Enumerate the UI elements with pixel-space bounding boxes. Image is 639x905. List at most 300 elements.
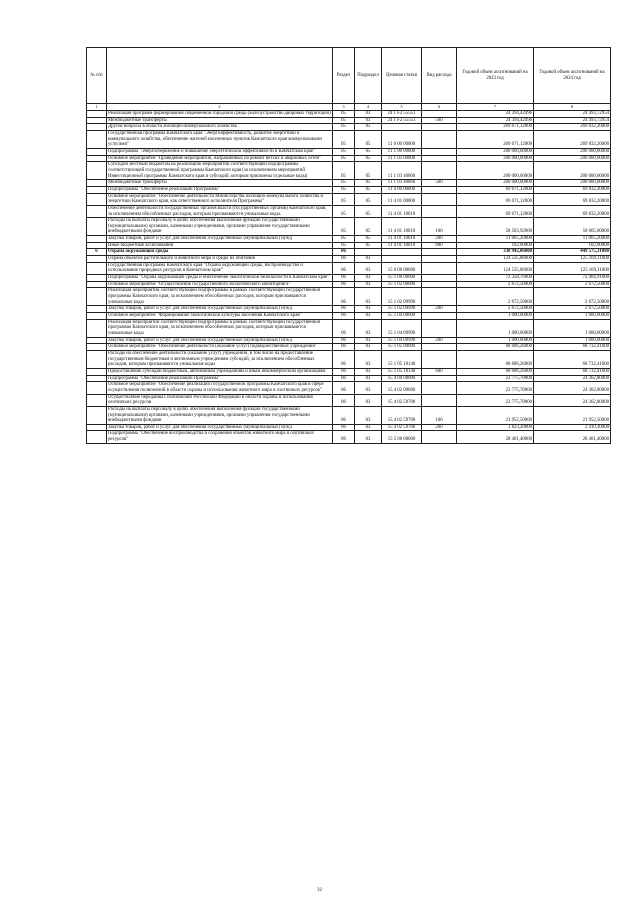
column-number: 2 xyxy=(107,104,333,111)
row-name: Реализация мероприятий соответствующей подпрограммы в рамках соответствующей государственной программы Камчатского края, за исключением обособленных расходов, которым присваиваются уникальные коды xyxy=(107,319,333,337)
table-row xyxy=(87,344,611,351)
row-number xyxy=(87,262,107,274)
row-number: 6 xyxy=(87,249,107,256)
row-podrazdel: 03 xyxy=(355,344,382,351)
row-number xyxy=(87,117,107,124)
row-amount-2023: 28 401,40000 xyxy=(457,431,534,443)
row-razdel: 06 xyxy=(333,406,355,424)
row-target-article: 15 1 00 00000 xyxy=(382,275,422,282)
row-podrazdel: 03 xyxy=(355,375,382,382)
row-target-article: 15 4 02 59700 xyxy=(382,394,422,406)
row-amount-2023: 72 358,76000 xyxy=(457,275,534,282)
row-razdel: 06 xyxy=(333,368,355,375)
row-razdel: 06 xyxy=(333,281,355,288)
row-number xyxy=(87,256,107,263)
table-row xyxy=(87,256,611,263)
table-row xyxy=(87,382,611,394)
table-row xyxy=(87,368,611,375)
row-amount-2024: 1 000,00000 xyxy=(534,337,611,344)
row-amount-2023: 102,00000 xyxy=(457,242,534,249)
row-number xyxy=(87,180,107,187)
row-target-article: 15 4 02 59700 xyxy=(382,406,422,424)
row-razdel: 05 xyxy=(333,130,355,148)
row-target-article: 11 4 00 00000 xyxy=(382,186,422,193)
row-razdel: 06 xyxy=(333,275,355,282)
row-name: Закупка товаров, работ и услуг для обеспечения государственных (муниципальных) нужд xyxy=(107,337,333,344)
row-target-article: 11 4 01 00000 xyxy=(382,193,422,205)
row-target-article: 15 0 00 00000 xyxy=(382,262,422,274)
row-amount-2024: 2 672,50000 xyxy=(534,306,611,313)
row-podrazdel: 03 xyxy=(355,256,382,263)
row-amount-2023: 2 672,50000 xyxy=(457,288,534,306)
row-podrazdel: 05 xyxy=(355,193,382,205)
row-podrazdel: 03 xyxy=(355,368,382,375)
row-razdel: 06 xyxy=(333,319,355,337)
row-podrazdel: 03 xyxy=(355,275,382,282)
row-number xyxy=(87,148,107,155)
row-amount-2023: 200 000,00000 xyxy=(457,148,534,155)
row-target-article: 11 1 03 40060 xyxy=(382,162,422,180)
row-podrazdel: 03 xyxy=(355,313,382,320)
row-podrazdel: 05 xyxy=(355,162,382,180)
row-podrazdel: 05 xyxy=(355,155,382,162)
table-row xyxy=(87,186,611,193)
row-number xyxy=(87,368,107,375)
table-row xyxy=(87,205,611,217)
table-row xyxy=(87,124,611,131)
row-number xyxy=(87,382,107,394)
table-row xyxy=(87,193,611,205)
row-amount-2023: 23 775,70000 xyxy=(457,394,534,406)
row-number xyxy=(87,193,107,205)
row-target-article: 15 4 02 00000 xyxy=(382,382,422,394)
row-target-article: 15 1 04 09990 xyxy=(382,319,422,337)
row-amount-2024: 28 401,40000 xyxy=(534,431,611,443)
row-razdel: 05 xyxy=(333,218,355,236)
row-expense-type: 600 xyxy=(422,368,457,375)
row-amount-2024: 24 362,80000 xyxy=(534,375,611,382)
row-amount-2023: 269 671,12000 xyxy=(457,124,534,131)
table-row xyxy=(87,394,611,406)
row-expense-type xyxy=(422,130,457,148)
row-number xyxy=(87,162,107,180)
table-row xyxy=(87,180,611,187)
row-amount-2024: 1 000,00000 xyxy=(534,313,611,320)
row-target-article: 11 4 01 10010 xyxy=(382,205,422,217)
table-row xyxy=(87,406,611,424)
row-amount-2023: 69 671,12000 xyxy=(457,205,534,217)
row-name: Расходы на обеспечение деятельности (оказание услуг) учреждений, в том числе на предоставление государственным бюджетным и автономным учреждениям субсидий, за исключением обособленных расходов, которым присваиваются уникальные коды xyxy=(107,350,333,368)
row-number xyxy=(87,111,107,118)
row-amount-2024: 200 000,00000 xyxy=(534,162,611,180)
row-amount-2023: 2 672,50000 xyxy=(457,306,534,313)
row-target-article: 15 1 05 10140 xyxy=(382,350,422,368)
row-amount-2024: 68 732,41000 xyxy=(534,368,611,375)
row-razdel: 06 xyxy=(333,382,355,394)
row-target-article: 11 1 03 00000 xyxy=(382,155,422,162)
row-expense-type: 100 xyxy=(422,406,457,424)
row-podrazdel: 05 xyxy=(355,148,382,155)
row-amount-2024: 269 832,20000 xyxy=(534,124,611,131)
row-number xyxy=(87,288,107,306)
row-target-article: 24 1 F2 55551 xyxy=(382,111,422,118)
row-amount-2024: 200 000,00000 xyxy=(534,155,611,162)
row-target-article: 11 0 00 00000 xyxy=(382,130,422,148)
row-amount-2024: 11 065,20000 xyxy=(534,236,611,243)
table-row xyxy=(87,249,611,256)
row-amount-2024: 58 665,00000 xyxy=(534,218,611,236)
row-podrazdel: 03 xyxy=(355,319,382,337)
row-razdel: 06 xyxy=(333,249,355,256)
row-number xyxy=(87,319,107,337)
header-target: Целевая статья xyxy=(382,48,422,104)
row-podrazdel: 03 xyxy=(355,382,382,394)
row-expense-type xyxy=(422,148,457,155)
row-name: Основное мероприятие "Обеспечение деятельности Министерства жилищно-коммунального хозяйства и энергетики Камчатского края, как ответственного исполнителя Программы" xyxy=(107,193,333,205)
row-name: Подпрограмма "Охрана окружающей среды и обеспечение экологической безопасности в Камчатском крае" xyxy=(107,275,333,282)
row-amount-2023: 23 775,70000 xyxy=(457,375,534,382)
row-number xyxy=(87,375,107,382)
row-amount-2023: 68 686,26000 xyxy=(457,344,534,351)
row-podrazdel: 05 xyxy=(355,130,382,148)
row-number xyxy=(87,281,107,288)
table-row xyxy=(87,288,611,306)
row-amount-2024: 200 000,00000 xyxy=(534,148,611,155)
row-number xyxy=(87,313,107,320)
row-razdel: 06 xyxy=(333,313,355,320)
row-name: Межбюджетные трансферты xyxy=(107,180,333,187)
row-name: Охрана окружающей среды xyxy=(107,249,333,256)
row-podrazdel: 05 xyxy=(355,236,382,243)
row-expense-type xyxy=(422,186,457,193)
column-number: 6 xyxy=(422,104,457,111)
row-podrazdel: 03 xyxy=(355,262,382,274)
row-amount-2023: 1 000,00000 xyxy=(457,313,534,320)
column-number: 7 xyxy=(457,104,534,111)
row-target-article: 11 1 00 00000 xyxy=(382,148,422,155)
row-expense-type xyxy=(422,319,457,337)
row-amount-2023: 24 394,42496 xyxy=(457,117,534,124)
row-number xyxy=(87,275,107,282)
row-expense-type xyxy=(422,431,457,443)
row-razdel: 06 xyxy=(333,375,355,382)
row-name: Подпрограмма "Обеспечение реализации Программы" xyxy=(107,186,333,193)
row-amount-2024: 2 672,50000 xyxy=(534,281,611,288)
column-number: 5 xyxy=(382,104,422,111)
table-row xyxy=(87,337,611,344)
row-razdel: 06 xyxy=(333,256,355,263)
table-row xyxy=(87,262,611,274)
table-row xyxy=(87,375,611,382)
row-amount-2024: 69 832,20000 xyxy=(534,186,611,193)
row-amount-2023: 69 671,12000 xyxy=(457,186,534,193)
row-target-article: 11 4 01 10010 xyxy=(382,218,422,236)
table-row xyxy=(87,111,611,118)
row-razdel: 05 xyxy=(333,186,355,193)
row-amount-2023: 21 952,50000 xyxy=(457,406,534,424)
row-expense-type xyxy=(422,193,457,205)
row-number xyxy=(87,205,107,217)
table-row xyxy=(87,313,611,320)
row-amount-2024: 24 493,72954 xyxy=(534,111,611,118)
row-expense-type: 800 xyxy=(422,242,457,249)
row-amount-2023: 23 775,70000 xyxy=(457,382,534,394)
row-amount-2023: 68 686,26000 xyxy=(457,350,534,368)
row-expense-type xyxy=(422,256,457,263)
row-number xyxy=(87,344,107,351)
row-podrazdel: 03 xyxy=(355,350,382,368)
row-expense-type xyxy=(422,162,457,180)
row-number xyxy=(87,218,107,236)
row-podrazdel: 03 xyxy=(355,117,382,124)
row-amount-2024: 125 169,11000 xyxy=(534,262,611,274)
row-target-article: 15 1 04 09990 xyxy=(382,337,422,344)
row-number xyxy=(87,337,107,344)
row-amount-2024: 449 575,31000 xyxy=(534,249,611,256)
table-row xyxy=(87,218,611,236)
row-target-article: 15 5 00 00000 xyxy=(382,431,422,443)
row-amount-2024: 2 410,30000 xyxy=(534,424,611,431)
row-razdel: 06 xyxy=(333,424,355,431)
row-expense-type xyxy=(422,281,457,288)
row-target-article xyxy=(382,124,422,131)
row-amount-2023: 2 672,50000 xyxy=(457,281,534,288)
row-razdel: 05 xyxy=(333,111,355,118)
row-podrazdel: 03 xyxy=(355,406,382,424)
row-amount-2024: 24 493,72954 xyxy=(534,117,611,124)
row-number xyxy=(87,124,107,131)
row-expense-type: 200 xyxy=(422,236,457,243)
row-number xyxy=(87,424,107,431)
row-amount-2024: 72 404,91000 xyxy=(534,275,611,282)
row-razdel: 06 xyxy=(333,337,355,344)
row-podrazdel: 05 xyxy=(355,180,382,187)
row-amount-2024: 125 169,11000 xyxy=(534,256,611,263)
row-podrazdel: 05 xyxy=(355,124,382,131)
row-amount-2024: 69 832,20000 xyxy=(534,193,611,205)
column-number-row xyxy=(87,104,611,111)
header-razdel: Раздел xyxy=(333,48,355,104)
row-razdel: 06 xyxy=(333,344,355,351)
row-number xyxy=(87,431,107,443)
row-name: Реализация мероприятий соответствующей подпрограммы в рамках соответствующей государственной программы Камчатского края, за исключением обособленных расходов, которым присваиваются уникальные коды xyxy=(107,288,333,306)
row-name: Государственная программа Камчатского края "Энергоэффективность, развитие энергетики и коммунального хозяйства, обеспечение жителей населенных пунктов Камчатского края коммунальными услугами" xyxy=(107,130,333,148)
row-number xyxy=(87,394,107,406)
row-name: Государственная программа Камчатского края "Охрана окружающей среды, воспроизводство и использование природных ресурсов в Камчатском крае" xyxy=(107,262,333,274)
row-razdel: 06 xyxy=(333,306,355,313)
row-expense-type: 500 xyxy=(422,117,457,124)
row-podrazdel: 05 xyxy=(355,218,382,236)
row-target-article: 11 4 01 10010 xyxy=(382,236,422,243)
row-number xyxy=(87,350,107,368)
row-expense-type xyxy=(422,350,457,368)
row-expense-type xyxy=(422,394,457,406)
row-name: Субсидии местным бюджетам на реализацию мероприятий соответствующей подпрограммы соответствующей государственной программы Камчатского края (за исключением мероприятий Инвестиционной программы Камчатского края и субсидий, которым присвоены отдельные коды) xyxy=(107,162,333,180)
row-podrazdel: 03 xyxy=(355,288,382,306)
row-target-article: 15 1 02 09990 xyxy=(382,306,422,313)
row-expense-type xyxy=(422,288,457,306)
row-expense-type xyxy=(422,111,457,118)
table-row xyxy=(87,236,611,243)
row-target-article: 24 1 F2 55551 xyxy=(382,117,422,124)
row-number xyxy=(87,130,107,148)
row-amount-2023: 200 000,00000 xyxy=(457,180,534,187)
header-2023: Годовой объем ассигнований на 2023 год xyxy=(457,48,534,104)
row-number xyxy=(87,242,107,249)
row-amount-2023: 200 000,00000 xyxy=(457,162,534,180)
table-row xyxy=(87,424,611,431)
row-name: Основное мероприятие "Проведение мероприятий, направленных на ремонт ветхих и аварийных сетей" xyxy=(107,155,333,162)
row-razdel: 05 xyxy=(333,155,355,162)
row-razdel: 06 xyxy=(333,288,355,306)
row-amount-2024: 1 000,00000 xyxy=(534,319,611,337)
row-name: Подпрограмма "Обеспечение воспроизводства и сохранения объектов животного мира и охотничьих ресурсов" xyxy=(107,431,333,443)
row-target-article: 11 4 01 10010 xyxy=(382,242,422,249)
column-number: 4 xyxy=(355,104,382,111)
row-target-article: 15 1 05 00000 xyxy=(382,344,422,351)
row-expense-type: 200 xyxy=(422,424,457,431)
row-expense-type: 200 xyxy=(422,306,457,313)
table-row xyxy=(87,281,611,288)
header-2024: Годовой объем ассигнований на 2024 год xyxy=(534,48,611,104)
row-razdel: 05 xyxy=(333,242,355,249)
table-row xyxy=(87,275,611,282)
row-amount-2024: 69 832,20000 xyxy=(534,205,611,217)
row-name: Реализация программ формирования современной городской среды (Благоустройство дворовых территорий) xyxy=(108,111,331,116)
row-name: Расходы на выплаты персоналу в целях обеспечения выполнения функций государственными (муниципальными) органами, казенными учреждениями, органами управления государственными внебюджетными фондами xyxy=(107,406,333,424)
table-row xyxy=(87,155,611,162)
row-amount-2023: 200 000,00000 xyxy=(457,155,534,162)
column-number: 3 xyxy=(333,104,355,111)
row-razdel: 05 xyxy=(333,205,355,217)
table-body xyxy=(87,111,611,444)
row-podrazdel: 03 xyxy=(355,111,382,118)
column-number: 1 xyxy=(87,104,107,111)
row-razdel: 06 xyxy=(333,350,355,368)
row-expense-type: 200 xyxy=(422,337,457,344)
row-razdel: 06 xyxy=(333,262,355,274)
row-amount-2024: 24 362,80000 xyxy=(534,394,611,406)
table-row xyxy=(87,242,611,249)
row-target-article: 15 1 05 10140 xyxy=(382,368,422,375)
row-expense-type: 100 xyxy=(422,218,457,236)
table-row xyxy=(87,350,611,368)
row-amount-2024: 68 732,41000 xyxy=(534,344,611,351)
row-amount-2024: 269 832,20000 xyxy=(534,130,611,148)
row-name: Основное мероприятие "Обеспечение деятельности (оказание услуг) подведомственных учреждений" xyxy=(107,344,333,351)
table-row xyxy=(87,306,611,313)
row-podrazdel: 03 xyxy=(355,281,382,288)
row-number xyxy=(87,406,107,424)
row-amount-2023: 338 942,06000 xyxy=(457,249,534,256)
table-row xyxy=(87,319,611,337)
row-amount-2023: 124 535,86000 xyxy=(457,256,534,263)
header-vid: Вид расхода xyxy=(422,48,457,104)
row-name: Осуществление переданных полномочий Российской Федерации в области охраны и использования охотничьих ресурсов xyxy=(107,394,333,406)
row-razdel: 05 xyxy=(333,148,355,155)
row-expense-type xyxy=(422,205,457,217)
row-name: Закупка товаров, работ и услуг для обеспечения государственных (муниципальных) нужд xyxy=(107,306,333,313)
row-target-article: 15 1 02 00000 xyxy=(382,281,422,288)
row-target-article: 15 4 00 00000 xyxy=(382,375,422,382)
row-amount-2024: 21 952,50000 xyxy=(534,406,611,424)
row-podrazdel: 03 xyxy=(355,306,382,313)
row-podrazdel: 03 xyxy=(355,337,382,344)
row-amount-2024: 102,00000 xyxy=(534,242,611,249)
row-target-article: 11 1 03 40060 xyxy=(382,180,422,187)
row-amount-2023: 124 535,86000 xyxy=(457,262,534,274)
row-name: Основное мероприятие "Формирование экологической культуры населения Камчатского края" xyxy=(107,313,333,320)
row-name: Охрана объектов растительного и животного мира и среды их обитания xyxy=(107,256,333,263)
row-name: Расходы на выплаты персоналу в целях обеспечения выполнения функций государственными (муниципальными) органами, казенными учреждениями, органами управления государственными внебюджетными фондами xyxy=(107,218,333,236)
row-name: Предоставление субсидий бюджетным, автономным учреждениям и иным некоммерческим организациям xyxy=(107,368,333,375)
row-name: Другие вопросы в области жилищно-коммунального хозяйства xyxy=(107,124,333,131)
row-podrazdel xyxy=(355,249,382,256)
row-name: Подпрограмма "Обеспечение реализации Программы" xyxy=(107,375,333,382)
row-razdel: 05 xyxy=(333,180,355,187)
row-name: Межбюджетные трансферты xyxy=(107,117,333,124)
row-expense-type xyxy=(422,375,457,382)
row-amount-2023: 68 686,26000 xyxy=(457,368,534,375)
row-amount-2024: 68 732,41000 xyxy=(534,350,611,368)
row-podrazdel: 03 xyxy=(355,394,382,406)
row-expense-type xyxy=(422,344,457,351)
row-podrazdel: 03 xyxy=(355,431,382,443)
row-expense-type xyxy=(422,313,457,320)
table-row xyxy=(87,117,611,124)
row-number xyxy=(87,155,107,162)
header-no: № п/п xyxy=(87,48,107,104)
row-amount-2023: 58 503,92000 xyxy=(457,218,534,236)
row-name: Закупка товаров, работ и услуг для обеспечения государственных (муниципальных) нужд xyxy=(107,424,333,431)
row-amount-2023: 1 823,20000 xyxy=(457,424,534,431)
row-podrazdel: 05 xyxy=(355,242,382,249)
header-name xyxy=(107,48,333,104)
row-razdel: 05 xyxy=(333,124,355,131)
row-amount-2023: 1 000,00000 xyxy=(457,337,534,344)
row-expense-type xyxy=(422,382,457,394)
row-name: Иные бюджетные ассигнования xyxy=(107,242,333,249)
row-name: Основное мероприятие "Обеспечение реализации государственной программы Камчатского края в сфере осуществления полномочий в области охраны и использования животного мира и охотничьих ресурсов" xyxy=(107,382,333,394)
row-razdel: 05 xyxy=(333,193,355,205)
row-number xyxy=(87,236,107,243)
row-target-article xyxy=(382,249,422,256)
row-name: Закупка товаров, работ и услуг для обеспечения государственных (муниципальных) нужд xyxy=(107,236,333,243)
row-expense-type: 500 xyxy=(422,180,457,187)
column-number: 8 xyxy=(534,104,611,111)
row-amount-2024: 200 000,00000 xyxy=(534,180,611,187)
row-number xyxy=(87,186,107,193)
header-podrazdel: Подраздел xyxy=(355,48,382,104)
row-name: Подпрограмма "Энергосбережение и повышение энергетической эффективности в Камчатском крае" xyxy=(107,148,333,155)
row-amount-2023: 69 671,12000 xyxy=(457,193,534,205)
row-target-article: 15 4 02 59700 xyxy=(382,424,422,431)
row-podrazdel: 03 xyxy=(355,424,382,431)
row-amount-2023: 269 671,12000 xyxy=(457,130,534,148)
row-razdel: 05 xyxy=(333,162,355,180)
row-expense-type xyxy=(422,249,457,256)
row-name: Основное мероприятие "Осуществление государственного экологического мониторинга" xyxy=(107,281,333,288)
row-podrazdel: 05 xyxy=(355,186,382,193)
row-podrazdel: 05 xyxy=(355,205,382,217)
row-amount-2024: 2 672,50000 xyxy=(534,288,611,306)
row-razdel: 05 xyxy=(333,236,355,243)
budget-table xyxy=(86,47,611,444)
table-row xyxy=(87,431,611,443)
table-row xyxy=(87,148,611,155)
table-row xyxy=(87,130,611,148)
row-amount-2023: 1 000,00000 xyxy=(457,319,534,337)
